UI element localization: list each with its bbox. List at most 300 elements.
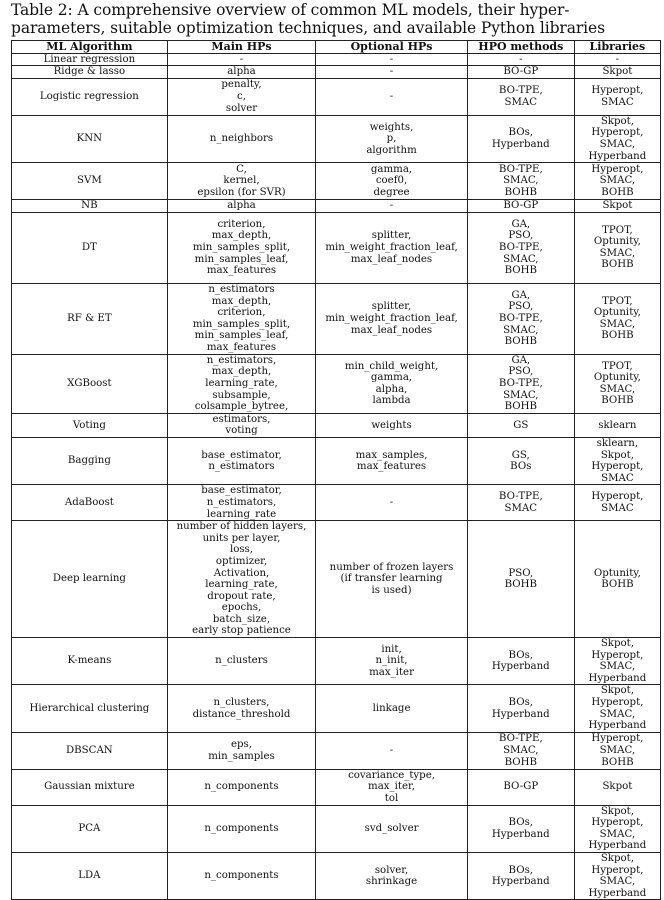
cell-line: BOHB bbox=[504, 756, 537, 768]
cell-line: sklearn bbox=[598, 419, 637, 431]
cell-line: SMAC, bbox=[503, 253, 539, 265]
cell-line: PSO, bbox=[508, 366, 534, 378]
cell-line: solver bbox=[225, 102, 258, 114]
cell-libraries bbox=[574, 200, 660, 213]
cell-line: SMAC, bbox=[599, 383, 636, 395]
cell-line: Hyperband bbox=[588, 150, 647, 162]
cell-line: Hyperopt, bbox=[591, 85, 644, 97]
cell-hpo-methods bbox=[467, 638, 574, 685]
cell-optional-hps bbox=[316, 437, 468, 484]
cell-line: - bbox=[389, 90, 394, 102]
cell-line: GA, bbox=[511, 289, 531, 301]
header-optional-hps: Optional HPs bbox=[316, 41, 468, 54]
cell-optional-hps bbox=[316, 521, 468, 638]
cell-optional-hps bbox=[316, 212, 468, 283]
cell-algorithm: NB bbox=[12, 200, 168, 213]
cell-line: BOs, bbox=[508, 127, 534, 139]
table-header-row bbox=[12, 41, 661, 54]
cell-line: colsample_bytree, bbox=[194, 401, 289, 413]
cell-line: Skpot, bbox=[600, 115, 634, 127]
cell-main-hps bbox=[167, 805, 315, 852]
cell-algorithm: RF & ET bbox=[12, 283, 168, 354]
cell-line: SMAC, bbox=[599, 708, 636, 720]
table-row bbox=[12, 805, 661, 852]
cell-libraries bbox=[574, 805, 660, 852]
cell-line: number of frozen layers bbox=[329, 561, 454, 573]
cell-line: optimizer, bbox=[215, 555, 268, 567]
cell-line: Skpot, bbox=[600, 449, 634, 461]
cell-line: algorithm bbox=[366, 144, 417, 156]
cell-libraries bbox=[574, 853, 660, 900]
cell-line: SMAC bbox=[601, 472, 634, 484]
table-row bbox=[12, 638, 661, 685]
cell-line: shrinkage bbox=[365, 876, 418, 888]
cell-line: SMAC, bbox=[599, 318, 636, 330]
cell-hpo-methods bbox=[467, 66, 574, 79]
cell-line: Activation, bbox=[213, 567, 270, 579]
cell-line: n_components bbox=[204, 781, 279, 793]
table-row bbox=[12, 115, 661, 162]
cell-main-hps bbox=[167, 685, 315, 732]
cell-line: init, bbox=[381, 643, 402, 655]
cell-line: Hyperopt, bbox=[591, 697, 644, 709]
cell-line: BOHB bbox=[601, 756, 634, 768]
cell-line: penalty, bbox=[221, 79, 262, 91]
cell-algorithm: XGBoost bbox=[12, 354, 168, 413]
table-row bbox=[12, 769, 661, 805]
cell-line: max_samples, bbox=[355, 449, 428, 461]
cell-line: min_samples_leaf, bbox=[194, 253, 289, 265]
cell-line: n_estimators, bbox=[206, 496, 277, 508]
cell-line: n_estimators bbox=[208, 283, 275, 295]
cell-algorithm: Gaussian mixture bbox=[12, 769, 168, 805]
cell-line: gamma, bbox=[370, 163, 413, 175]
cell-line: n_init, bbox=[375, 655, 408, 667]
cell-line: max_features bbox=[206, 265, 277, 277]
cell-optional-hps bbox=[316, 115, 468, 162]
cell-libraries bbox=[574, 78, 660, 115]
cell-line: BOHB bbox=[601, 186, 634, 198]
cell-line: SMAC, bbox=[599, 745, 636, 757]
cell-line: SMAC, bbox=[599, 661, 636, 673]
cell-libraries bbox=[574, 732, 660, 769]
cell-optional-hps bbox=[316, 685, 468, 732]
cell-main-hps bbox=[167, 413, 315, 437]
cell-line: n_neighbors bbox=[209, 133, 274, 145]
cell-main-hps bbox=[167, 115, 315, 162]
cell-optional-hps bbox=[316, 53, 468, 66]
cell-line: min_samples_split, bbox=[192, 241, 291, 253]
table-row bbox=[12, 200, 661, 213]
cell-line: max_depth, bbox=[211, 295, 272, 307]
cell-optional-hps bbox=[316, 66, 468, 79]
cell-optional-hps bbox=[316, 163, 468, 200]
cell-line: SMAC bbox=[601, 502, 634, 514]
cell-algorithm: SVM bbox=[12, 163, 168, 200]
cell-line: GS, bbox=[511, 449, 530, 461]
cell-line: Hyperopt, bbox=[591, 163, 644, 175]
cell-line: - bbox=[389, 745, 394, 757]
cell-line: distance_threshold bbox=[192, 708, 291, 720]
cell-line: Skpot bbox=[602, 200, 633, 212]
cell-line: epsilon (for SVR) bbox=[197, 186, 286, 198]
cell-optional-hps bbox=[316, 78, 468, 115]
cell-optional-hps bbox=[316, 638, 468, 685]
cell-line: Hyperopt, bbox=[591, 733, 644, 745]
cell-line: Hyperopt, bbox=[591, 649, 644, 661]
cell-line: batch_size, bbox=[212, 613, 271, 625]
cell-line: coef0, bbox=[375, 175, 408, 187]
cell-line: degree bbox=[373, 186, 410, 198]
cell-optional-hps bbox=[316, 769, 468, 805]
cell-line: dropout rate, bbox=[207, 590, 276, 602]
cell-libraries bbox=[574, 115, 660, 162]
cell-line: Hyperopt, bbox=[591, 491, 644, 503]
cell-line: SMAC, bbox=[599, 876, 636, 888]
cell-line: TPOT, bbox=[602, 360, 633, 372]
cell-line: Skpot bbox=[602, 781, 633, 793]
cell-line: subsample, bbox=[212, 389, 271, 401]
cell-line: min_weight_fraction_leaf, bbox=[325, 241, 458, 253]
cell-optional-hps bbox=[316, 200, 468, 213]
cell-line: BOHB bbox=[504, 579, 537, 591]
cell-line: is used) bbox=[371, 584, 412, 596]
cell-line: eps, bbox=[230, 739, 252, 751]
cell-line: BO-TPE, bbox=[498, 85, 543, 97]
cell-optional-hps bbox=[316, 485, 468, 521]
cell-line: BOs, bbox=[508, 649, 534, 661]
table-row bbox=[12, 413, 661, 437]
cell-line: BO-TPE, bbox=[498, 377, 543, 389]
cell-optional-hps bbox=[316, 283, 468, 354]
cell-main-hps bbox=[167, 66, 315, 79]
cell-line: voting bbox=[225, 425, 258, 437]
cell-algorithm: Bagging bbox=[12, 437, 168, 484]
cell-main-hps bbox=[167, 212, 315, 283]
cell-algorithm: Linear regression bbox=[12, 53, 168, 66]
cell-line: BO-TPE, bbox=[498, 733, 543, 745]
cell-line: Hyperband bbox=[588, 720, 647, 732]
cell-algorithm: KNN bbox=[12, 115, 168, 162]
cell-libraries bbox=[574, 163, 660, 200]
cell-line: - bbox=[519, 53, 523, 65]
cell-hpo-methods bbox=[467, 115, 574, 162]
cell-algorithm: Logistic regression bbox=[12, 78, 168, 115]
cell-line: BOs bbox=[510, 461, 532, 473]
cell-line: - bbox=[239, 53, 244, 65]
cell-algorithm: Ridge & lasso bbox=[12, 66, 168, 79]
cell-line: covariance_type, bbox=[348, 769, 435, 781]
cell-line: PSO, bbox=[508, 567, 534, 579]
cell-libraries bbox=[574, 437, 660, 484]
cell-line: max_depth, bbox=[211, 230, 272, 242]
cell-line: TPOT, bbox=[602, 224, 633, 236]
cell-libraries bbox=[574, 66, 660, 79]
cell-hpo-methods bbox=[467, 200, 574, 213]
header-ml-algorithm: ML Algorithm bbox=[12, 41, 168, 54]
cell-line: Skpot, bbox=[600, 685, 634, 697]
cell-main-hps bbox=[167, 521, 315, 638]
cell-line: SMAC bbox=[601, 96, 634, 108]
cell-line: BOHB bbox=[601, 395, 634, 407]
cell-main-hps bbox=[167, 638, 315, 685]
cell-line: max_leaf_nodes bbox=[350, 253, 433, 265]
table-row bbox=[12, 437, 661, 484]
cell-line: units per layer, bbox=[202, 532, 281, 544]
cell-line: Hyperopt, bbox=[591, 817, 644, 829]
cell-line: TPOT, bbox=[602, 295, 633, 307]
cell-line: number of hidden layers, bbox=[176, 521, 307, 533]
table-row bbox=[12, 521, 661, 638]
table-row bbox=[12, 485, 661, 521]
cell-line: PSO, bbox=[508, 230, 534, 242]
cell-line: max_features bbox=[206, 341, 277, 353]
table-row bbox=[12, 163, 661, 200]
cell-algorithm: K-means bbox=[12, 638, 168, 685]
cell-line: p, bbox=[386, 133, 397, 145]
cell-main-hps bbox=[167, 163, 315, 200]
cell-line: Hyperband bbox=[491, 661, 550, 673]
cell-line: Hyperband bbox=[588, 672, 647, 684]
cell-hpo-methods bbox=[467, 413, 574, 437]
cell-line: (if transfer learning bbox=[340, 573, 443, 585]
cell-line: SMAC, bbox=[599, 138, 636, 150]
cell-hpo-methods bbox=[467, 354, 574, 413]
cell-algorithm: Hierarchical clustering bbox=[12, 685, 168, 732]
cell-line: - bbox=[389, 53, 394, 65]
header-hpo-methods: HPO methods bbox=[467, 41, 574, 54]
cell-libraries bbox=[574, 685, 660, 732]
cell-line: learning_rate bbox=[206, 508, 277, 520]
cell-line: Hyperband bbox=[491, 876, 550, 888]
cell-optional-hps bbox=[316, 732, 468, 769]
table-row bbox=[12, 53, 661, 66]
cell-hpo-methods bbox=[467, 805, 574, 852]
cell-line: weights, bbox=[369, 121, 414, 133]
cell-line: Skpot, bbox=[600, 853, 634, 864]
cell-libraries bbox=[574, 354, 660, 413]
cell-line: BOHB bbox=[601, 579, 634, 591]
cell-line: n_clusters, bbox=[213, 697, 270, 709]
cell-line: max_iter, bbox=[368, 781, 415, 793]
caption-text: A comprehensive overview of common ML models, their hyper-parameters, suitable optimization techniques, and available Python libraries bbox=[11, 1, 605, 37]
cell-line: n_clusters bbox=[215, 655, 268, 667]
cell-line: alpha, bbox=[375, 383, 408, 395]
cell-line: GA, bbox=[511, 218, 531, 230]
cell-libraries bbox=[574, 769, 660, 805]
cell-line: - bbox=[615, 53, 620, 65]
cell-line: weights bbox=[371, 419, 412, 431]
cell-line: gamma, bbox=[370, 372, 413, 384]
cell-line: - bbox=[389, 200, 394, 212]
cell-line: base_estimator, bbox=[201, 449, 282, 461]
table-row bbox=[12, 354, 661, 413]
cell-line: criterion, bbox=[217, 307, 266, 319]
table-row bbox=[12, 685, 661, 732]
cell-line: estimators, bbox=[212, 413, 271, 425]
cell-hpo-methods bbox=[467, 283, 574, 354]
cell-hpo-methods bbox=[467, 212, 574, 283]
cell-line: BO-GP bbox=[503, 66, 539, 78]
cell-line: PSO, bbox=[508, 301, 534, 313]
cell-main-hps bbox=[167, 732, 315, 769]
cell-hpo-methods bbox=[467, 437, 574, 484]
cell-line: splitter, bbox=[371, 301, 412, 313]
cell-line: BO-TPE, bbox=[498, 241, 543, 253]
cell-line: n_components bbox=[204, 870, 279, 882]
table-row bbox=[12, 66, 661, 79]
cell-libraries bbox=[574, 212, 660, 283]
cell-line: BOHB bbox=[504, 186, 537, 198]
cell-line: BOHB bbox=[504, 265, 537, 277]
cell-line: n_estimators bbox=[208, 461, 275, 473]
cell-line: C, bbox=[236, 163, 247, 175]
cell-line: Hyperband bbox=[588, 887, 647, 899]
cell-line: Optunity, bbox=[593, 307, 641, 319]
cell-line: c, bbox=[237, 90, 246, 102]
cell-hpo-methods bbox=[467, 78, 574, 115]
cell-line: SMAC bbox=[504, 96, 538, 108]
cell-line: min_samples_split, bbox=[192, 318, 291, 330]
cell-main-hps bbox=[167, 853, 315, 900]
cell-line: Optunity, bbox=[593, 372, 641, 384]
cell-line: alpha bbox=[227, 66, 256, 78]
cell-line: svd_solver bbox=[364, 823, 419, 835]
cell-line: BOHB bbox=[601, 259, 634, 271]
cell-line: Hyperopt, bbox=[591, 864, 644, 876]
cell-line: BO-GP bbox=[503, 781, 539, 793]
cell-algorithm: Voting bbox=[12, 413, 168, 437]
cell-line: BO-TPE, bbox=[498, 491, 543, 503]
cell-line: n_components bbox=[204, 823, 279, 835]
cell-line: tol bbox=[384, 793, 399, 805]
cell-optional-hps bbox=[316, 853, 468, 900]
cell-algorithm: LDA bbox=[12, 853, 168, 900]
cell-hpo-methods bbox=[467, 163, 574, 200]
table-row bbox=[12, 732, 661, 769]
cell-line: BOs, bbox=[508, 697, 534, 709]
cell-line: Hyperband bbox=[491, 708, 550, 720]
cell-hpo-methods bbox=[467, 769, 574, 805]
cell-line: Hyperband bbox=[491, 138, 550, 150]
cell-algorithm: AdaBoost bbox=[12, 485, 168, 521]
table-row bbox=[12, 283, 661, 354]
cell-line: min_child_weight, bbox=[344, 360, 439, 372]
cell-hpo-methods bbox=[467, 853, 574, 900]
cell-libraries bbox=[574, 413, 660, 437]
cell-line: - bbox=[389, 496, 394, 508]
table-body bbox=[12, 53, 661, 900]
cell-line: SMAC, bbox=[503, 324, 539, 336]
cell-main-hps bbox=[167, 53, 315, 66]
cell-line: solver, bbox=[374, 864, 409, 876]
cell-main-hps bbox=[167, 283, 315, 354]
table-row bbox=[12, 212, 661, 283]
cell-line: kernel, bbox=[223, 175, 260, 187]
cell-line: max_leaf_nodes bbox=[350, 324, 433, 336]
cell-line: Optunity, bbox=[593, 236, 641, 248]
cell-line: sklearn, bbox=[596, 437, 639, 449]
cell-main-hps bbox=[167, 200, 315, 213]
cell-line: early stop patience bbox=[192, 625, 291, 637]
cell-line: max_depth, bbox=[211, 366, 272, 378]
cell-main-hps bbox=[167, 354, 315, 413]
cell-line: n_estimators, bbox=[206, 354, 277, 366]
cell-line: GS bbox=[513, 419, 529, 431]
cell-libraries bbox=[574, 521, 660, 638]
cell-line: SMAC bbox=[504, 502, 538, 514]
cell-line: BOHB bbox=[504, 336, 537, 348]
cell-line: BOHB bbox=[601, 330, 634, 342]
cell-line: - bbox=[389, 66, 394, 78]
header-main-hps: Main HPs bbox=[167, 41, 315, 54]
table-caption bbox=[11, 1, 661, 37]
cell-line: min_samples_leaf, bbox=[194, 330, 289, 342]
cell-line: SMAC, bbox=[503, 389, 539, 401]
cell-line: min_samples bbox=[208, 750, 275, 762]
cell-line: learning_rate, bbox=[205, 377, 278, 389]
cell-line: Hyperopt, bbox=[591, 461, 644, 473]
cell-main-hps bbox=[167, 437, 315, 484]
cell-algorithm: PCA bbox=[12, 805, 168, 852]
cell-line: loss, bbox=[229, 544, 254, 556]
cell-main-hps bbox=[167, 769, 315, 805]
cell-line: alpha bbox=[227, 200, 256, 212]
cell-libraries bbox=[574, 485, 660, 521]
cell-line: lambda bbox=[372, 395, 411, 407]
cell-line: Skpot bbox=[602, 66, 633, 78]
cell-main-hps bbox=[167, 78, 315, 115]
cell-line: Optunity, bbox=[593, 567, 641, 579]
ml-models-table bbox=[11, 40, 661, 900]
cell-line: BO-TPE, bbox=[498, 163, 543, 175]
cell-line: BOs, bbox=[508, 817, 534, 829]
cell-line: SMAC, bbox=[599, 175, 636, 187]
cell-line: SMAC, bbox=[599, 247, 636, 259]
cell-line: Hyperopt, bbox=[591, 127, 644, 139]
cell-line: epochs, bbox=[221, 602, 262, 614]
cell-line: SMAC, bbox=[503, 745, 539, 757]
cell-line: splitter, bbox=[371, 230, 412, 242]
cell-line: max_features bbox=[356, 461, 427, 473]
cell-line: BOHB bbox=[504, 401, 537, 413]
cell-line: Skpot, bbox=[600, 805, 634, 817]
cell-line: Hyperband bbox=[588, 840, 647, 852]
table-row bbox=[12, 78, 661, 115]
cell-algorithm: Deep learning bbox=[12, 521, 168, 638]
cell-hpo-methods bbox=[467, 685, 574, 732]
cell-optional-hps bbox=[316, 413, 468, 437]
cell-line: learning_rate, bbox=[205, 579, 278, 591]
caption-label: Table 2: bbox=[11, 1, 73, 19]
header-libraries: Libraries bbox=[574, 41, 660, 54]
cell-main-hps bbox=[167, 485, 315, 521]
cell-line: max_iter bbox=[369, 667, 414, 679]
cell-algorithm: DT bbox=[12, 212, 168, 283]
cell-line: GA, bbox=[511, 354, 531, 366]
cell-line: BO-GP bbox=[503, 200, 539, 212]
cell-line: min_weight_fraction_leaf, bbox=[325, 312, 458, 324]
cell-libraries bbox=[574, 283, 660, 354]
cell-hpo-methods bbox=[467, 485, 574, 521]
cell-optional-hps bbox=[316, 354, 468, 413]
cell-hpo-methods bbox=[467, 732, 574, 769]
cell-line: SMAC, bbox=[503, 175, 539, 187]
cell-optional-hps bbox=[316, 805, 468, 852]
cell-line: Skpot, bbox=[600, 638, 634, 650]
cell-line: SMAC, bbox=[599, 828, 636, 840]
cell-line: base_estimator, bbox=[201, 485, 282, 497]
